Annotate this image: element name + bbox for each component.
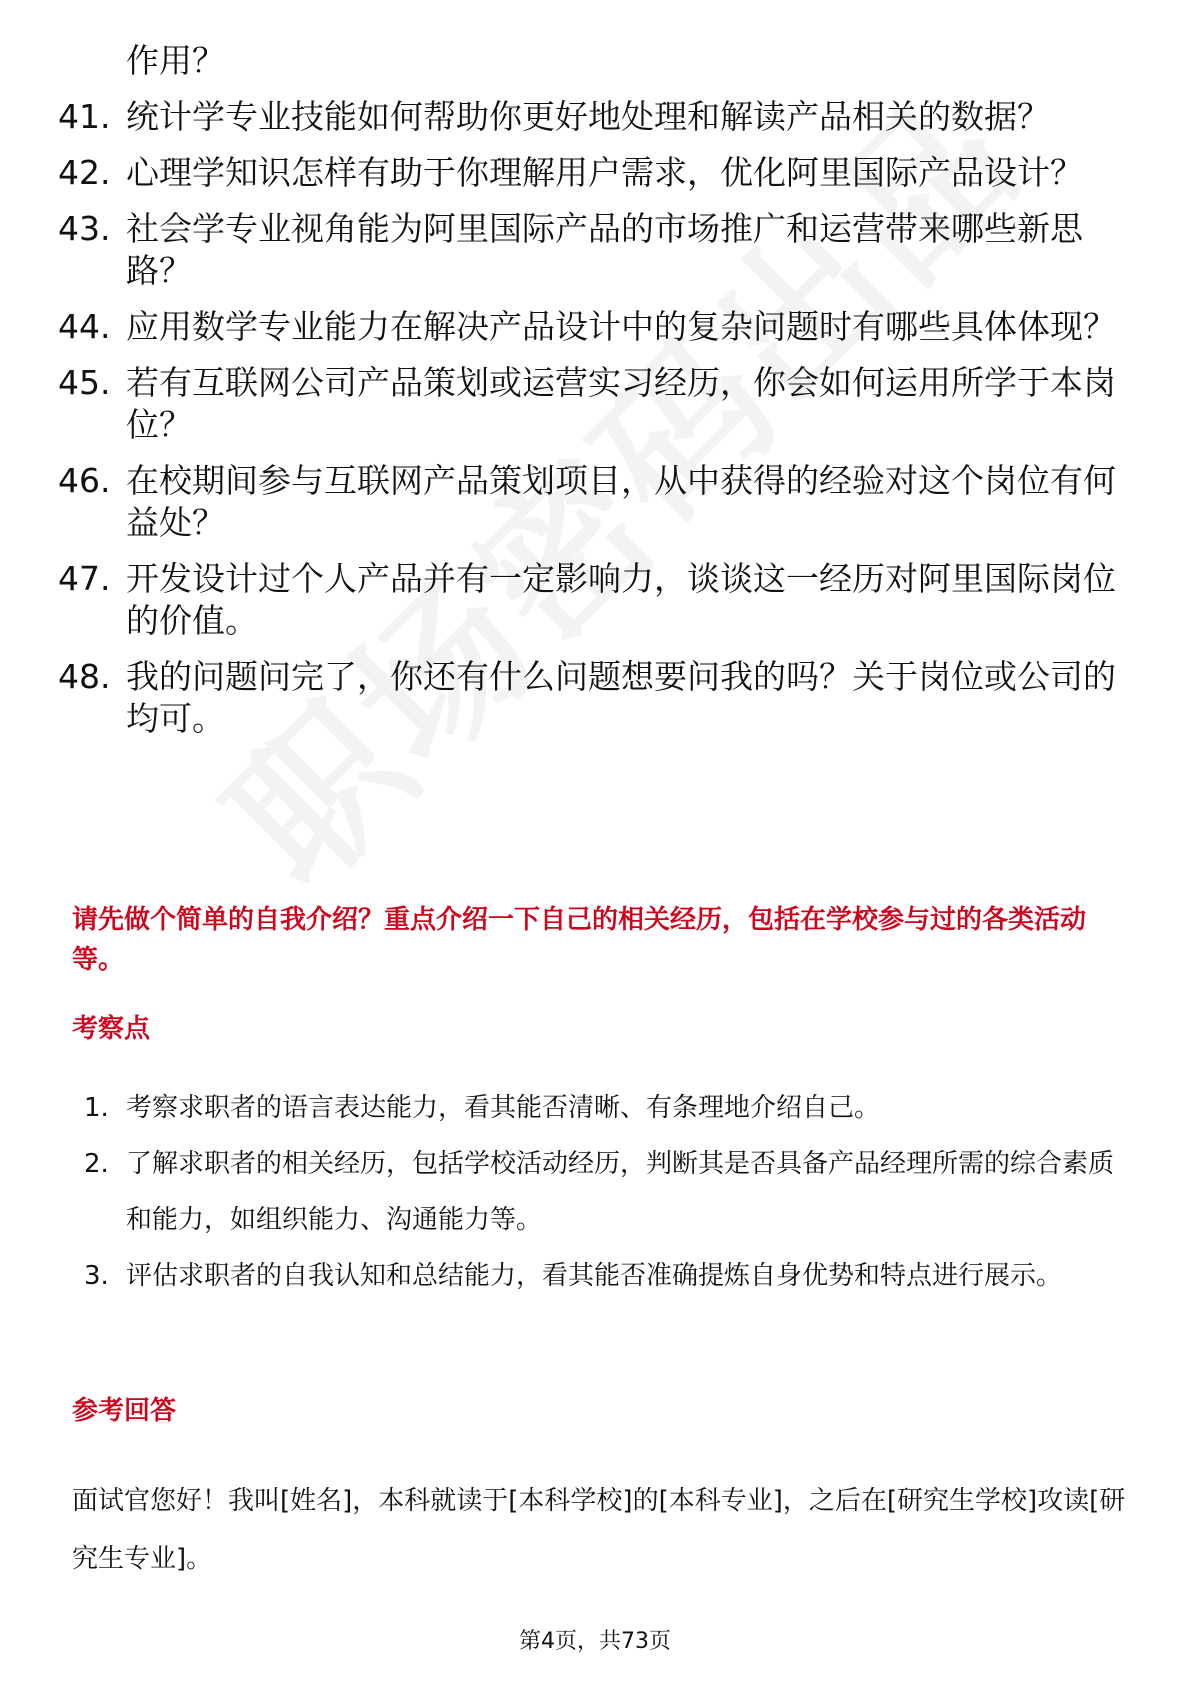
question-item (58, 656, 1138, 740)
page-footer: 第4页，共73页 (519, 1629, 671, 1654)
list-text: 评估求职者的自我认知和总结能力，看其能否准确提炼自身优势和特点进行展示。 (126, 1261, 1063, 1291)
list-number: 2. (84, 1149, 109, 1179)
list-text: 了解求职者的相关经历，包括学校活动经历，判断其是否具备产品经理所需的综合素质和能力，如组织能力、沟通能力等。 (126, 1149, 1115, 1235)
question-item (58, 208, 1138, 292)
reference-answer: 面试官您好！我叫[姓名]，本科就读于[本科学校]的[本科专业]，之后在[研究生学校]攻读[研究生专业]。 (72, 1486, 1126, 1574)
question-item (58, 96, 1138, 138)
list-text: 考察求职者的语言表达能力，看其能否清晰、有条理地介绍自己。 (126, 1093, 881, 1123)
assessment-points (84, 1080, 1124, 1304)
question-item (58, 460, 1138, 544)
question-number: 41. (58, 97, 111, 136)
question-text: 开发设计过个人产品并有一定影响力，谈谈这一经历对阿里国际岗位的价值。 (126, 559, 1116, 640)
question-item (58, 558, 1138, 642)
question-text: 社会学专业视角能为阿里国际产品的市场推广和运营带来哪些新思路？ (126, 209, 1083, 290)
question-number: 48. (58, 657, 111, 696)
list-item (84, 1248, 1124, 1304)
list-number: 3. (84, 1261, 109, 1291)
question-continuation (58, 40, 1138, 82)
question-list (58, 40, 1138, 754)
list-item (84, 1136, 1124, 1248)
question-text: 若有互联网公司产品策划或运营实习经历，你会如何运用所学于本岗位？ (126, 363, 1116, 444)
question-text: 作用？ (126, 41, 225, 80)
question-number: 46. (58, 461, 111, 500)
question-item (58, 362, 1138, 446)
question-text: 应用数学专业能力在解决产品设计中的复杂问题时有哪些具体体现？ (126, 307, 1116, 346)
question-text: 在校期间参与互联网产品策划项目，从中获得的经验对这个岗位有何益处？ (126, 461, 1116, 542)
question-number: 45. (58, 363, 111, 402)
question-text: 心理学知识怎样有助于你理解用户需求，优化阿里国际产品设计？ (126, 153, 1083, 192)
question-item (58, 306, 1138, 348)
question-text: 统计学专业技能如何帮助你更好地处理和解读产品相关的数据？ (126, 97, 1050, 136)
question-text: 我的问题问完了，你还有什么问题想要问我的吗？关于岗位或公司的均可。 (126, 657, 1116, 738)
list-item (84, 1080, 1124, 1136)
question-number: 42. (58, 153, 111, 192)
question-number: 44. (58, 307, 111, 346)
assessment-label: 考察点 (72, 1014, 151, 1044)
question-number: 43. (58, 209, 111, 248)
question-number: 47. (58, 559, 111, 598)
highlight-question: 请先做个简单的自我介绍？重点介绍一下自己的相关经历，包括在学校参与过的各类活动等。 (72, 905, 1087, 975)
question-item (58, 152, 1138, 194)
list-number: 1. (84, 1093, 109, 1123)
reference-label: 参考回答 (72, 1396, 177, 1426)
